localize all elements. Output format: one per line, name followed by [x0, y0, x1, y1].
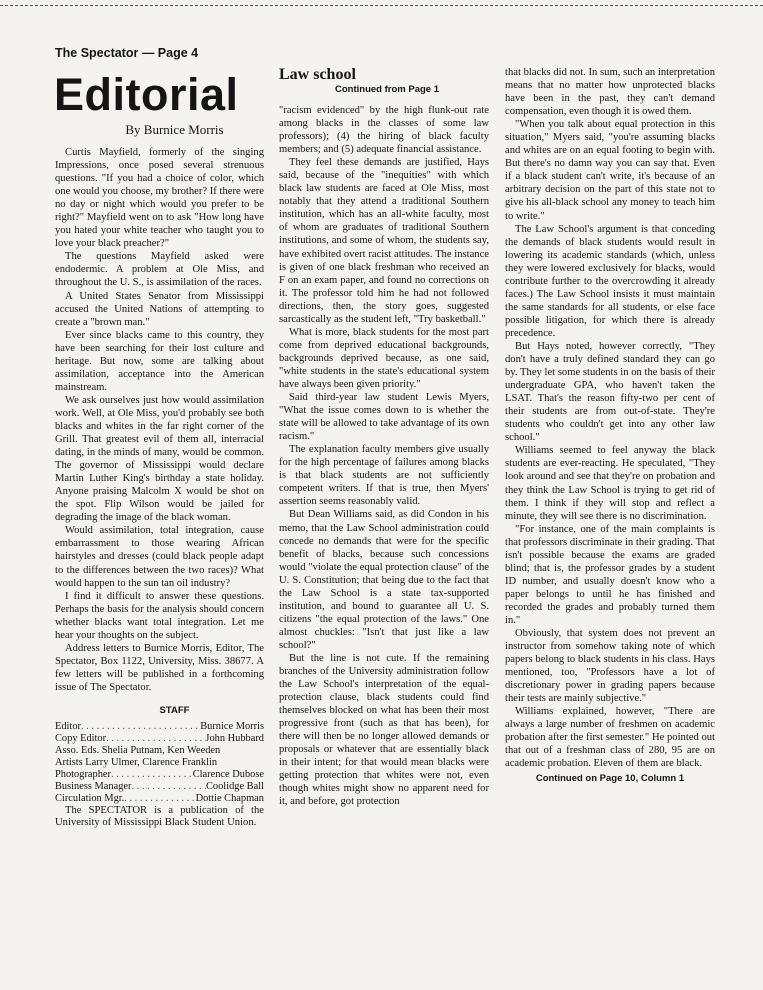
staff-list: [55, 721, 264, 805]
paragraph: I find it difficult to answer these questions. Perhaps the basis for the analysis should concern whether blacks want total integration. Let me hear your thoughts on the subject.: [55, 590, 264, 641]
paragraph: "When you talk about equal protection in this situation," Myers said, "you're assuming blacks and whites are on an equal footing to begin with. But there's no damn way you can say that. Even if a black student can't write, it's because of an arbitrary decision on the part of this state not to give his all-black school any money to teach him to write.": [505, 119, 715, 222]
paragraph: Would assimilation, total integration, cause embarrassment to those wearing African hairstyles and dresses (could black people adapt to the differences between the two races)? What would happen to the sun tan oil industry?: [55, 525, 264, 589]
paragraph: They feel these demands are justified, Hays said, because of the "inequities" with which black law students are faced at Ole Miss, most notably that they attend a traditional Southern institution, which has an all-white faculty, most of whom are graduates of traditional Southern institutions, and some of whom, the students say, have exhibited overt racist attitudes. The instance is given of one black freshman who received an F on an exam paper, and found no corrections on it. The professor told him he had not followed directions, then, the story goes, suggested sarcastically as the student left, "Try basketball.": [279, 157, 489, 325]
staff-name: Coolidge Ball: [205, 781, 264, 793]
leader-dots: [124, 793, 195, 805]
law-school-column-1: [279, 66, 489, 809]
editorial-title: Editorial: [54, 69, 239, 120]
paragraph: Williams explained, however, "There are always a large number of freshmen on academic probation after the first semester." He pointed out that out of a freshman class of 280, 95 are on academic probation. Eleven of them are black.: [505, 706, 715, 770]
byline: By Burnice Morris: [125, 122, 224, 137]
staff-role: Photographer: [55, 769, 111, 781]
staff-row-copy-editor: [55, 733, 264, 745]
paragraph: Obviously, that system does not prevent an instructor from somehow taking note of which papers belong to black students in his class. Hays mentioned, too, "Professors have a lot of discretionary power in grading papers because their tests are mainly subjective.": [505, 628, 715, 705]
paragraph: "For instance, one of the main complaints is that professors discriminate in their grading. That isn't possible because the exams are graded blind; that is, the professor grades by a student ID number, and usually doesn't know who a paper belongs to until he has finished and recorded the grades and probably turned them in.": [505, 523, 715, 626]
staff-name: Burnice Morris: [200, 721, 264, 733]
staff-name: Dottie Chapman: [195, 793, 264, 805]
paragraph: What is more, black students for the most part come from deprived educational backgrounds, backgrounds deprived because, as one said, "white students in the state's educational system have always been given priority.": [279, 326, 489, 390]
staff-row-editor: [55, 721, 264, 733]
staff-heading: STAFF: [159, 704, 190, 716]
leader-dots: [106, 733, 205, 745]
staff-name: Clarence Dubose: [192, 769, 264, 781]
staff-role: Business Manager: [55, 781, 132, 793]
staff-role: Asso. Eds. Shelia Putnam, Ken Weeden: [55, 745, 221, 757]
staff-row-business-manager: [55, 781, 264, 793]
continued-from-line: Continued from Page 1: [335, 84, 439, 95]
leader-dots: [81, 721, 200, 733]
paragraph: that blacks did not. In sum, such an interpretation means that no matter how unprotected blacks have been in the past, they can't demand compensation, even though it is owed them.: [505, 67, 715, 118]
paragraph: Address letters to Burnice Morris, Editor, The Spectator, Box 1122, University, Miss. 38677. A few letters will be published in a forthcoming issue of The Spectator.: [55, 642, 264, 693]
staff-row-artists: [55, 757, 264, 769]
staff-role: Editor: [55, 721, 81, 733]
staff-name: John Hubbard: [205, 733, 264, 745]
staff-role: Artists Larry Ulmer, Clarence Franklin: [55, 757, 218, 769]
staff-role: Circulation Mgr.: [55, 793, 125, 805]
paragraph: "racism evidenced" by the high flunk-out rate among blacks in the classes of some law professors); (4) the hiring of black faculty members; and (5) adequate financial assistance.: [279, 105, 489, 156]
paragraph: Said third-year law student Lewis Myers, "What the issue comes down to is whether the state will be allowed to take advantage of its own racism.": [279, 392, 489, 443]
editorial-column: [55, 70, 264, 829]
law-school-column-2: [505, 66, 715, 785]
paragraph: The explanation faculty members give usually for the high percentage of failures among blacks is that black students are not sufficiently competent writers. If that is true, then Myers' assertion seems reasonably valid.: [279, 444, 489, 508]
running-head: The Spectator — Page 4: [55, 46, 199, 60]
staff-row-photographer: [55, 769, 264, 781]
top-border-rule: [0, 5, 763, 6]
paragraph: Williams seemed to feel anyway the black students are ever-reacting. He speculated, "They look around and see that they're on probation and they think the Law School is trying to get rid of them. I think if they will stop and reflect a minute, they will see there is no discrimination.: [505, 445, 715, 522]
publication-note: The SPECTATOR is a publication of the University of Mississippi Black Student Union.: [55, 805, 264, 829]
paragraph: The Law School's argument is that conceding the demands of black students would result in lowering its academic standards (which, unless they were lowered exclusively for blacks, would contribute further to the overcrowding it already faces.) The Law School insists it must maintain the same standards for all students, or else face possible litigation, for which there is already precedence.: [505, 223, 715, 339]
leader-dots: [111, 769, 193, 781]
staff-row-circulation-manager: [55, 793, 264, 805]
paragraph: But the line is not cute. If the remaining branches of the University administration follow the Law School's interpretation of the equal-protection clause, black students could find themselves blocked on what has been their most progressive front (such as that has been), for there will then be no longer allowed demands or proposals or whatever that are essentially black in their intent; for that would mean blacks were getting protection that whites were not, even though whites might show no apparent need for it, and before, got protection: [279, 652, 489, 808]
paragraph: The questions Mayfield asked were endodermic. A problem at Ole Miss, and throughout the U. S., is assimilation of the races.: [55, 251, 264, 289]
paragraph: But Hays noted, however correctly, "They don't have a truly defined standard they can go by. They let some students in on the basis of their undergraduate GPA, who haven't taken the LSAT. That's the reason fifty-two per cent of their students are from out-of-state. They're students who couldn't get into any other law school.": [505, 340, 715, 444]
staff-role: Copy Editor: [55, 733, 107, 745]
paragraph: Ever since blacks came to this country, they have been searching for their lost culture and heritage. But now, some are talking about assimilation, acceptance into the American mainstream.: [55, 329, 264, 393]
article-title: Law school: [279, 66, 356, 83]
continued-to-line: Continued on Page 10, Column 1: [535, 772, 685, 784]
staff-row-associate-editors: [55, 745, 264, 757]
paragraph: Curtis Mayfield, formerly of the singing Impressions, once posed several strenuous questions. "If you had a choice of color, which one would you choose, my brother? If there were no day or night which would you prefer to be right?" Mayfield went on to ask "How long have you hated your white teacher who taught you to love your black preacher?": [55, 147, 264, 250]
paragraph: We ask ourselves just how would assimilation work. Well, at Ole Miss, you'd probably see both blacks and whites in the far right corner of the Grill. That greatest evil of them all, interracial dating, in the minds of many, would be common. The governor of Mississippi would declare Martin Luther King's birthday a state holiday. Anyone praising Malcolm X would be shot on the spot. Flip Wilson would be jailed for degrading the image of the black woman.: [55, 394, 264, 524]
paragraph: A United States Senator from Mississippi accused the United Nations of attempting to create a "brown man.": [55, 290, 264, 328]
paragraph: But Dean Williams said, as did Condon in his memo, that the Law School administration could concede no demands that were for the specific benefit of blacks, because such concessions would "violate the equal protection clause" of the U. S. Constitution; that being due to the fact that the Law School is a state tax-supported institution, and bound to guarantee all U. S. citizens "the equal protection of the laws." One almost chuckles: "Isn't that just like a law school?": [279, 509, 489, 651]
leader-dots: [131, 781, 206, 793]
